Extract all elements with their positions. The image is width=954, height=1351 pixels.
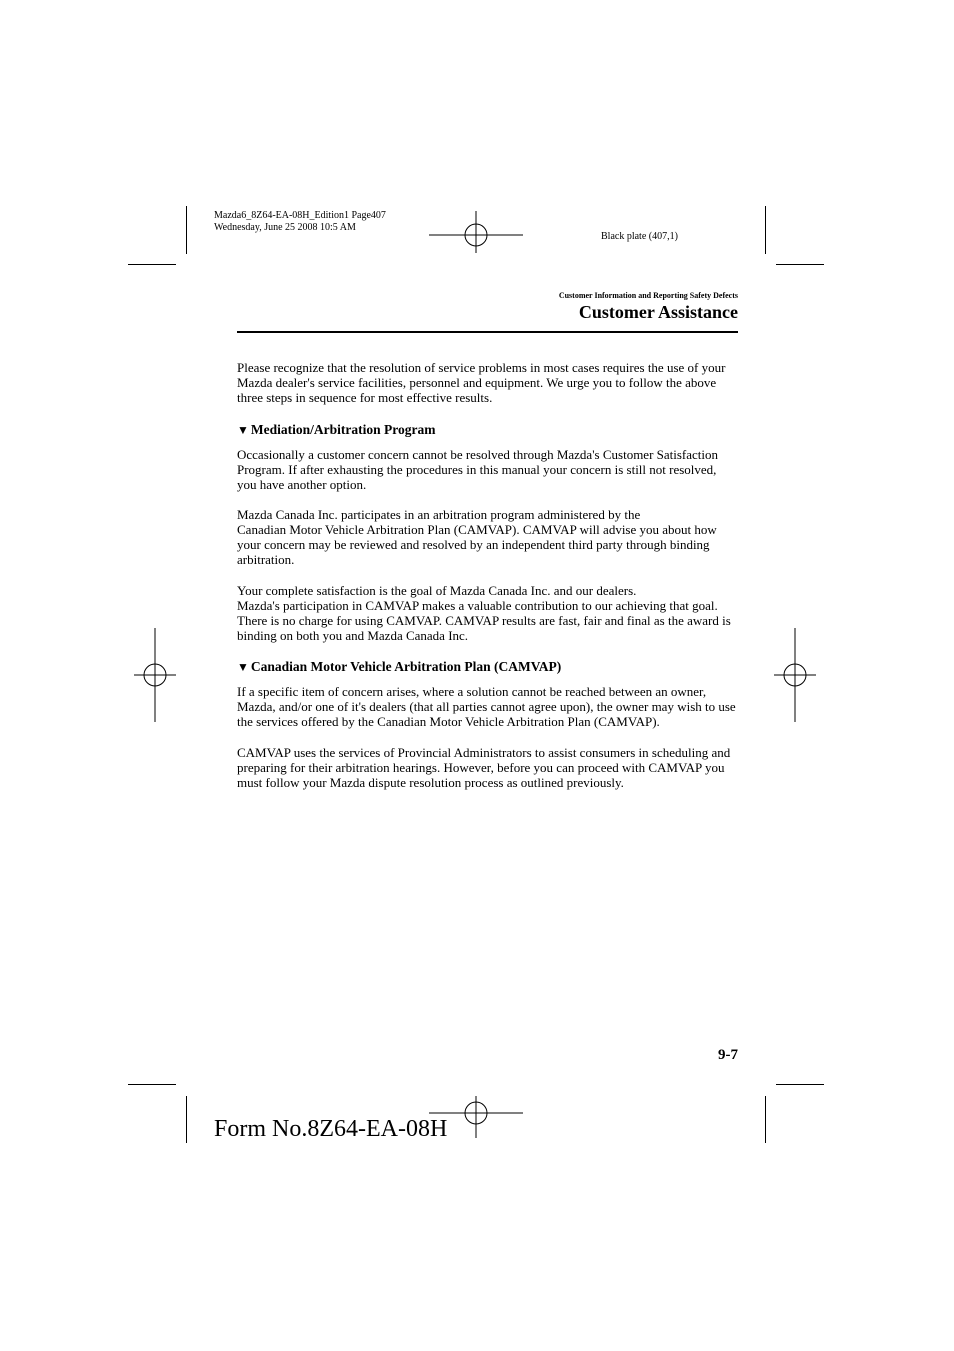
mediation-paragraph-1: Occasionally a customer concern cannot be resolved through Mazda's Customer Satisfaction Program. If after exhausting the procedures in this manual your concern is still not resolved, you have another option.	[237, 447, 719, 492]
mediation-paragraph-3	[237, 583, 738, 643]
camvap-paragraph-2: CAMVAP uses the services of Provincial Administrators to assist consumers in scheduling and preparing for their arbitration hearings. However, before you can proceed with CAMVAP you must follow your Mazda dispute resolution process as outlined previously.	[237, 745, 731, 790]
intro-paragraph: Please recognize that the resolution of service problems in most cases requires the use of your Mazda dealer's service facilities, personnel and equipment. We urge you to follow the above three steps in sequence for most effective results.	[237, 360, 726, 405]
heading-text: Mediation/Arbitration Program	[250, 422, 436, 437]
page-title: Customer Assistance	[578, 302, 738, 322]
heading-text: Canadian Motor Vehicle Arbitration Plan (CAMVAP)	[250, 659, 562, 674]
section-heading-camvap	[237, 659, 738, 675]
paragraph-line: Your complete satisfaction is the goal of Mazda Canada Inc. and our dealers.	[237, 583, 637, 598]
section-label: Customer Information and Reporting Safety Defects	[558, 291, 738, 300]
triangle-marker-icon: ▼	[237, 660, 249, 674]
print-file-line: Mazda6_8Z64-EA-08H_Edition1 Page407	[214, 210, 386, 221]
crop-mark	[186, 1096, 187, 1143]
print-info	[214, 210, 386, 234]
form-number: Form No.8Z64-EA-08H	[214, 1116, 448, 1142]
plate-label: Black plate (407,1)	[601, 231, 678, 242]
registration-mark-right	[774, 628, 816, 722]
mediation-paragraph-2	[237, 507, 738, 567]
crop-mark	[776, 1084, 824, 1085]
crop-mark	[128, 264, 176, 265]
paragraph-rest: Canadian Motor Vehicle Arbitration Plan (CAMVAP). CAMVAP will advise you about how your concern may be reviewed and resolved by an independent third party through binding arbitration.	[237, 522, 717, 567]
registration-mark-top	[429, 211, 523, 253]
crop-mark	[776, 264, 824, 265]
print-date-line: Wednesday, June 25 2008 10:5 AM	[214, 222, 356, 233]
header-rule	[237, 331, 738, 333]
crop-mark	[765, 1096, 766, 1143]
crop-mark	[765, 206, 766, 254]
camvap-paragraph-1: If a specific item of concern arises, where a solution cannot be reached between an owner, Mazda, and/or one of it's dealers (that all parties cannot agree upon), the owner may wish to use the services offered by the Canadian Motor Vehicle Arbitration Plan (CAMVAP).	[237, 684, 736, 729]
section-heading-mediation	[237, 422, 738, 438]
registration-mark-left	[134, 628, 176, 722]
paragraph-rest: Mazda's participation in CAMVAP makes a valuable contribution to our achieving that goal. There is no charge for using CAMVAP. CAMVAP results are fast, fair and final as the award is binding on both you and Mazda Canada Inc.	[237, 598, 731, 643]
triangle-marker-icon: ▼	[237, 423, 249, 437]
crop-mark	[186, 206, 187, 254]
paragraph-line: Mazda Canada Inc. participates in an arbitration program administered by the	[237, 507, 641, 522]
crop-mark	[128, 1084, 176, 1085]
page-number: 9-7	[718, 1047, 738, 1063]
